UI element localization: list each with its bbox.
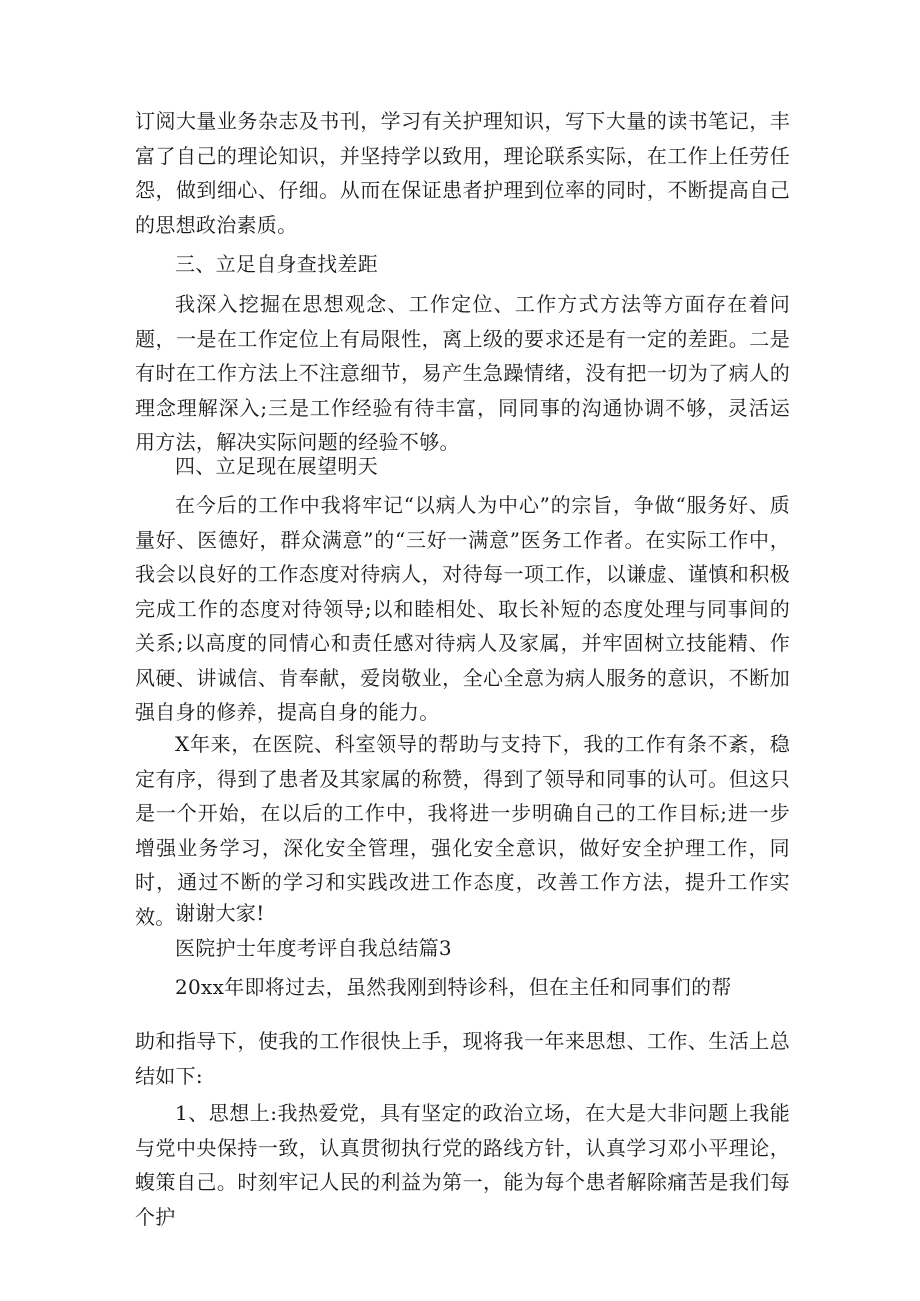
paragraph-study: 订阅大量业务杂志及书刊，学习有关护理知识，写下大量的读书笔记，丰富了自己的理论知识，并坚持学以致用，理论联系实际，在工作上任劳任怨，做到细心、仔细。从而在保证患者护理到位率的同时，不断提高自己的思想政治素质。	[135, 109, 790, 237]
paragraph-gaps: 我深入挖掘在思想观念、工作定位、工作方式方法等方面存在着问题，一是在工作定位上有局限性，离上级的要求还是有一定的差距。二是有时在工作方法上不注意细节，易产生急躁情绪，没有把一切为了病人的理念理解深入;三是工作经验有待丰富，同同事的沟通协调不够，灵活运用方法，解决实际问题的经验不够。	[135, 292, 790, 454]
section-heading-4: 四、立足现在展望明天	[175, 454, 378, 478]
paragraph-intro-rest: 助和指导下，使我的工作很快上手，现将我一年来思想、工作、生活上总结如下:	[135, 1029, 790, 1088]
section-heading-3: 三、立足自身查找差距	[175, 252, 378, 276]
article-title: 医院护士年度考评自我总结篇3	[175, 936, 452, 960]
paragraph-intro-line1: 20xx年即将过去，虽然我刚到特诊科，但在主任和同事们的帮	[175, 975, 732, 999]
paragraph-ideology: 1、思想上:我热爱党，具有坚定的政治立场，在大是大非问题上我能与党中央保持一致，认真贯彻执行党的路线方针，认真学习邓小平理论，蝮策自己。时刻牢记人民的利益为第一，能为每个患者解除痛苦是我们每个护	[135, 1101, 790, 1229]
thanks-line: 谢谢大家!	[175, 901, 265, 925]
paragraph-summary: X年来，在医院、科室领导的帮助与支持下，我的工作有条不紊，稳定有序，得到了患者及其家属的称赞，得到了领导和同事的认可。但这只是一个开始，在以后的工作中，我将进一步明确自己的工作目标;进一步增强业务学习，深化安全管理，强化安全意识，做好安全护理工作，同时，通过不断的学习和实践改进工作态度，改善工作方法，提升工作实效。	[135, 732, 790, 929]
paragraph-future: 在今后的工作中我将牢记“以病人为中心”的宗旨，争做“服务好、质量好、医德好，群众满意”的“三好一满意”医务工作者。在实际工作中，我会以良好的工作态度对待病人，对待每一项工作，以谦虚、谨慎和积极完成工作的态度对待领导;以和睦相处、取长补短的态度处理与同事间的关系;以高度的同情心和责任感对待病人及家属，并牢固树立技能精、作风硬、讲诚信、肯奉献，爱岗敬业，全心全意为病人服务的意识，不断加强自身的修养，提高自身的能力。	[135, 493, 790, 724]
